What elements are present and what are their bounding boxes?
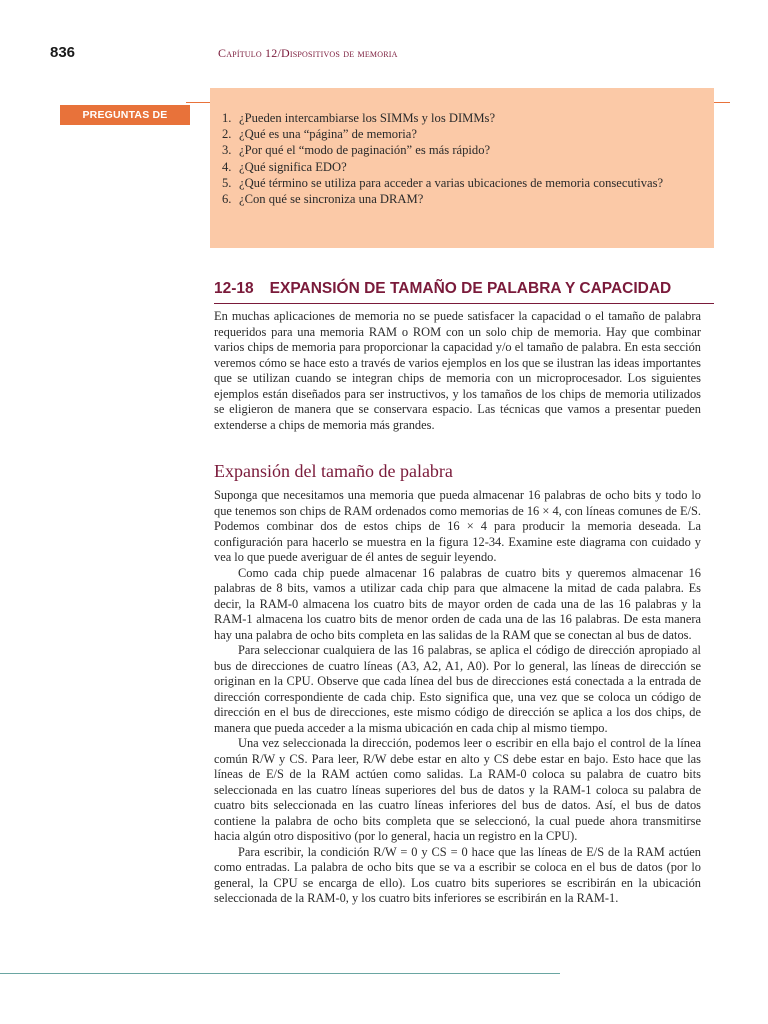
intro-paragraph: En muchas aplicaciones de memoria no se puede satisfacer la capacidad o el tamaño de palabra requeridos para una memoria RAM o ROM con un solo chip de memoria. Hay que combinar varios chips de memoria para proporcionar la capacidad y/o el tamaño de palabra. En esta sección veremos cómo se hace esto a través de varios ejemplos en los que se ilustran las ideas importantes que se utilizan cuando se integran chips de memoria con un microprocesador. Los siguientes ejemplos están diseñados para ser instructivos, y los tamaños de los chips de memoria utilizados se eligieron de manera que se conservara espacio. Las técnicas que vamos a presentar pueden extenderse a chips de memoria más grandes. <box>214 309 701 432</box>
review-question <box>222 110 708 126</box>
question-number: 6. <box>222 192 232 207</box>
review-question <box>222 175 708 191</box>
question-text: ¿Qué término se utiliza para acceder a varias ubicaciones de memoria consecutivas? <box>239 175 664 190</box>
paragraph: Una vez seleccionada la dirección, podemos leer o escribir en ella bajo el control de la línea común R/W y CS. Para leer, R/W debe estar en alto y CS debe estar en bajo. Esto hace que las líneas de E/S de la RAM actúen como salidas. La RAM-0 coloca su palabra de cuatro bits seleccionada en las cuatro líneas superiores del bus de datos y la RAM-1 coloca su palabra de cuatro bits seleccionada en las cuatro líneas inferiores del bus de datos. Así, el bus de datos contiene la palabra de ocho bits completa que se seleccionó, la cual puede ahora transmitirse hacia algún otro dispositivo (por lo general, hacia un registro en la CPU). <box>214 736 701 843</box>
section-heading <box>214 280 714 298</box>
question-number: 1. <box>222 111 232 125</box>
question-text: ¿Pueden intercambiarse los SIMMs y los DIMMs? <box>239 111 496 125</box>
review-question <box>222 191 708 207</box>
section-title: EXPANSIÓN DE TAMAÑO DE PALABRA Y CAPACIDAD <box>269 280 672 297</box>
review-question <box>222 159 708 175</box>
section-number: 12-18 <box>214 280 254 297</box>
page-number: 836 <box>50 44 76 61</box>
running-header <box>218 46 398 61</box>
review-tab-label: PREGUNTAS DE REPASO <box>60 105 190 125</box>
subsection-heading: Expansión del tamaño de palabra <box>214 461 453 481</box>
chapter-label: Capítulo 12 <box>218 46 278 60</box>
question-number: 4. <box>222 159 232 174</box>
chapter-title: /Dispositivos de memoria <box>277 46 398 60</box>
question-text: ¿Qué significa EDO? <box>239 159 347 174</box>
review-question <box>222 142 708 158</box>
question-text: ¿Con qué se sincroniza una DRAM? <box>239 192 424 207</box>
question-number: 3. <box>222 143 232 158</box>
question-number: 5. <box>222 175 232 190</box>
paragraph: Para seleccionar cualquiera de las 16 palabras, se aplica el código de dirección apropiado al bus de direcciones de cuatro líneas (A3, A2, A1, A0). Por lo general, las líneas de dirección se originan en la CPU. Observe que cada línea del bus de direcciones está conectada a la entrada de dirección correspondiente de cada chip. Esto significa que, una vez que se coloca un código de dirección en el bus de direcciones, este mismo código de dirección se aplica a los dos chips, de manera que pueda acceder a la misma ubicación en cada chip al mismo tiempo. <box>214 643 701 735</box>
footer-rule <box>0 973 560 974</box>
question-text: ¿Qué es una “página” de memoria? <box>239 127 417 142</box>
paragraph: Suponga que necesitamos una memoria que pueda almacenar 16 palabras de ocho bits y todo lo que tenemos son chips de RAM ordenados como memorias de 16 × 4, con líneas comunes de E/S. Podemos combinar dos de estos chips de 16 × 4 para producir la memoria deseada. La configuración para hacerlo se muestra en la figura 12-34. Examine este diagrama con cuidado y vea lo que puede averiguar de él antes de seguir leyendo. <box>214 488 701 564</box>
paragraph: Para escribir, la condición R/W = 0 y CS = 0 hace que las líneas de E/S de la RAM actúen como entradas. La palabra de ocho bits que se va a escribir se coloca en el bus de datos (por lo general, la CPU se encarga de ello). Los cuatro bits superiores se escribirán en la ubicación seleccionada de la RAM-0, y los cuatro bits inferiores se escribirán en la RAM-1. <box>214 844 701 905</box>
question-number: 2. <box>222 127 232 142</box>
subsection-body <box>214 488 701 907</box>
review-questions-list <box>222 110 708 207</box>
section-intro <box>214 309 701 433</box>
paragraph: Como cada chip puede almacenar 16 palabras de cuatro bits y queremos almacenar 16 palabras de 8 bits, vamos a utilizar cada chip para que almacene la mitad de cada palabra. Es decir, la RAM-0 almacena los cuatro bits de mayor orden de cada una de las 16 palabras y la RAM-1 almacena los cuatro bits de menor orden de cada una de las 16 palabras. De esta manera hay una palabra de ocho bits completa en las salidas de la RAM que se conectan al bus de datos. <box>214 565 701 642</box>
question-text: ¿Por qué el “modo de paginación” es más rápido? <box>239 143 491 158</box>
section-rule <box>214 303 714 304</box>
review-question <box>222 126 708 142</box>
